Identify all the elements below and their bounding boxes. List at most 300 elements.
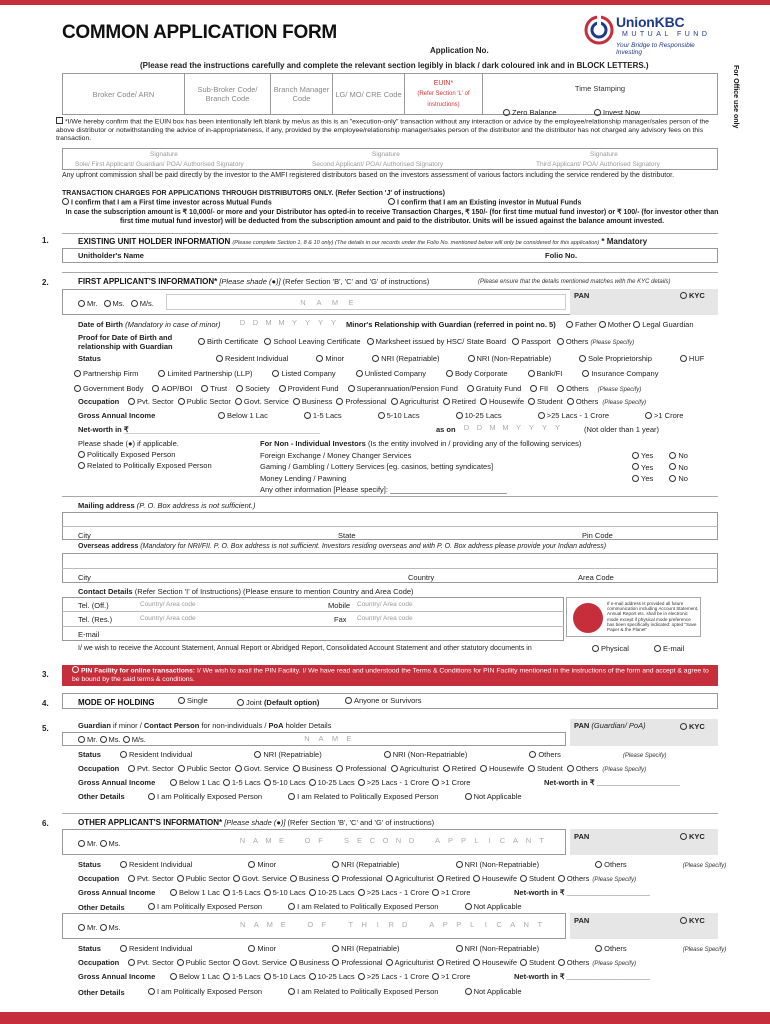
broker-code-cell[interactable]: Broker Code/ ARN xyxy=(63,74,185,115)
radio-option[interactable] xyxy=(332,874,382,883)
letter-cell[interactable]: M xyxy=(265,318,272,327)
radio-option[interactable] xyxy=(218,411,268,420)
radio-button[interactable] xyxy=(443,765,450,772)
radio-button[interactable] xyxy=(558,875,565,882)
radio-button[interactable] xyxy=(332,875,339,882)
radio-button[interactable] xyxy=(582,370,589,377)
radio-button[interactable] xyxy=(348,385,355,392)
status-row-3[interactable] xyxy=(74,384,718,393)
radio-option[interactable] xyxy=(158,369,252,378)
yes-no-row[interactable] xyxy=(632,450,688,462)
net-worth-input[interactable]: _______________________________________________ xyxy=(124,425,321,434)
radio-button[interactable] xyxy=(567,398,574,405)
radio-option[interactable] xyxy=(456,860,540,869)
fax-input[interactable]: Country/ Area code xyxy=(357,615,413,622)
sig-second[interactable]: Second Applicant/ POA/ Authorised Signatory xyxy=(312,161,444,168)
radio-option[interactable] xyxy=(567,397,599,406)
invest-now-option[interactable]: Invest Now xyxy=(594,108,640,117)
guardian-kyc-checkbox[interactable]: KYC xyxy=(680,722,705,731)
folio-no-input[interactable] xyxy=(585,250,715,261)
letter-cell[interactable]: M xyxy=(265,836,272,845)
radio-button[interactable] xyxy=(356,370,363,377)
second-occupation-row[interactable] xyxy=(128,874,718,883)
third-status-options[interactable] xyxy=(120,944,726,953)
radio-button[interactable] xyxy=(336,765,343,772)
letter-cell[interactable]: Y xyxy=(291,318,297,327)
radio-button[interactable] xyxy=(473,959,480,966)
radio-option[interactable] xyxy=(386,958,434,967)
radio-option[interactable] xyxy=(557,384,589,393)
radio-button[interactable] xyxy=(528,370,535,377)
radio-button[interactable] xyxy=(456,412,463,419)
third-occupation-row[interactable] xyxy=(128,958,718,967)
third-applicant-name-input[interactable] xyxy=(236,920,547,929)
letter-cell[interactable]: M xyxy=(331,734,339,743)
guardian-relationship-options[interactable]: Father Mother Legal Guardian xyxy=(566,320,694,329)
third-applicant-title[interactable]: Mr. Ms. xyxy=(78,923,121,932)
letter-cell[interactable] xyxy=(327,836,340,845)
radio-button[interactable] xyxy=(293,765,300,772)
radio-option[interactable] xyxy=(391,397,439,406)
non-individual-yes-no[interactable] xyxy=(632,450,688,485)
radio-button[interactable] xyxy=(443,398,450,405)
tel-res-input[interactable]: Country/ Area code xyxy=(140,615,196,622)
radio-option[interactable] xyxy=(332,944,399,953)
letter-cell[interactable]: M xyxy=(266,920,273,929)
radio-option[interactable] xyxy=(233,874,287,883)
radio-option[interactable] xyxy=(128,874,174,883)
radio-option[interactable] xyxy=(309,972,355,981)
letter-cell[interactable]: M xyxy=(278,318,285,327)
radio-option[interactable] xyxy=(279,384,339,393)
letter-cell[interactable]: D xyxy=(252,318,259,327)
radio-button[interactable] xyxy=(170,973,177,980)
radio-button[interactable] xyxy=(446,370,453,377)
radio-option[interactable] xyxy=(378,411,420,420)
radio-option[interactable] xyxy=(201,384,227,393)
radio-button[interactable] xyxy=(201,385,208,392)
radio-option[interactable] xyxy=(120,944,192,953)
letter-cell[interactable]: P xyxy=(447,836,453,845)
letter-cell[interactable]: M xyxy=(489,423,496,432)
letter-cell[interactable] xyxy=(331,920,345,929)
joint-option[interactable]: Joint (Default option) xyxy=(237,698,319,707)
tel-off-input[interactable]: Country/ Area code xyxy=(140,601,196,608)
dob-input[interactable] xyxy=(236,318,340,327)
radio-option[interactable] xyxy=(128,397,174,406)
income-row[interactable] xyxy=(218,411,718,420)
letter-cell[interactable]: S xyxy=(343,836,349,845)
radio-option[interactable] xyxy=(358,778,429,787)
radio-button[interactable] xyxy=(437,875,444,882)
radio-button[interactable] xyxy=(567,765,574,772)
radio-option[interactable] xyxy=(264,972,306,981)
letter-cell[interactable]: T xyxy=(348,920,354,929)
letter-cell[interactable]: C xyxy=(369,836,376,845)
radio-option[interactable] xyxy=(120,750,192,759)
radio-button[interactable] xyxy=(223,779,230,786)
anyone-survivors-option[interactable]: Anyone or Survivors xyxy=(345,696,422,705)
zero-balance-option[interactable]: Zero Balance xyxy=(503,108,557,117)
letter-cell[interactable]: A xyxy=(512,836,518,845)
letter-cell[interactable]: Y xyxy=(304,318,310,327)
radio-button[interactable] xyxy=(128,875,135,882)
radio-option[interactable] xyxy=(235,764,289,773)
no-radio[interactable] xyxy=(669,475,676,482)
radio-option[interactable] xyxy=(74,369,138,378)
radio-option[interactable] xyxy=(530,384,548,393)
letter-cell[interactable]: M xyxy=(502,423,509,432)
radio-button[interactable] xyxy=(170,779,177,786)
lg-mo-cre-cell[interactable]: LG/ MO/ CRE Code xyxy=(333,74,405,115)
radio-button[interactable] xyxy=(372,355,379,362)
radio-button[interactable] xyxy=(468,355,475,362)
radio-button[interactable] xyxy=(293,398,300,405)
radio-button[interactable] xyxy=(216,355,223,362)
letter-cell[interactable]: M xyxy=(331,297,339,307)
radio-option[interactable] xyxy=(170,888,220,897)
second-status-options[interactable] xyxy=(120,860,726,869)
radio-button[interactable] xyxy=(218,412,225,419)
radio-button[interactable] xyxy=(595,861,602,868)
radio-option[interactable] xyxy=(645,411,683,420)
radio-button[interactable] xyxy=(680,355,687,362)
radio-button[interactable] xyxy=(264,779,271,786)
letter-cell[interactable]: Y xyxy=(515,423,521,432)
radio-option[interactable] xyxy=(432,778,470,787)
letter-cell[interactable]: E xyxy=(348,297,354,307)
letter-cell[interactable] xyxy=(418,836,431,845)
letter-cell[interactable] xyxy=(290,920,304,929)
letter-cell[interactable]: Y xyxy=(528,423,534,432)
occupation-row[interactable] xyxy=(128,397,718,406)
physical-option[interactable]: Physical xyxy=(592,644,629,653)
radio-button[interactable] xyxy=(386,875,393,882)
letter-cell[interactable]: O xyxy=(382,836,389,845)
radio-button[interactable] xyxy=(177,959,184,966)
radio-option[interactable] xyxy=(432,888,470,897)
letter-cell[interactable]: A xyxy=(318,734,324,743)
radio-button[interactable] xyxy=(279,385,286,392)
radio-button[interactable] xyxy=(529,751,536,758)
pin-facility-checkbox[interactable] xyxy=(72,666,79,673)
radio-button[interactable] xyxy=(432,973,439,980)
radio-button[interactable] xyxy=(74,370,81,377)
first-time-investor-option[interactable]: I confirm that I am a First time investor across Mutual Funds xyxy=(62,199,272,206)
letter-cell[interactable]: T xyxy=(539,836,544,845)
letter-cell[interactable]: N xyxy=(240,920,246,929)
radio-option[interactable] xyxy=(480,764,524,773)
first-applicant-name-input[interactable] xyxy=(166,294,566,310)
radio-option[interactable] xyxy=(272,369,335,378)
letter-cell[interactable]: T xyxy=(537,920,543,929)
radio-option[interactable] xyxy=(520,874,555,883)
yes-radio[interactable] xyxy=(632,463,639,470)
letter-cell[interactable]: C xyxy=(499,836,506,845)
letter-cell[interactable]: Y xyxy=(554,423,560,432)
unitholder-name-input[interactable] xyxy=(170,250,540,261)
radio-button[interactable] xyxy=(645,412,652,419)
yes-no-row[interactable] xyxy=(632,462,688,474)
radio-option[interactable] xyxy=(264,888,306,897)
radio-button[interactable] xyxy=(386,959,393,966)
letter-cell[interactable]: E xyxy=(278,836,284,845)
radio-option[interactable] xyxy=(233,958,287,967)
radio-option[interactable] xyxy=(309,888,355,897)
letter-cell[interactable]: I xyxy=(488,836,491,845)
radio-option[interactable] xyxy=(529,750,561,759)
radio-option[interactable] xyxy=(248,860,276,869)
letter-cell[interactable]: H xyxy=(361,920,367,929)
radio-button[interactable] xyxy=(309,973,316,980)
radio-button[interactable] xyxy=(391,765,398,772)
branch-manager-cell[interactable]: Branch Manager Code xyxy=(271,74,333,115)
radio-button[interactable] xyxy=(290,959,297,966)
third-income-row[interactable] xyxy=(170,972,473,981)
radio-button[interactable] xyxy=(223,889,230,896)
radio-option[interactable] xyxy=(348,384,458,393)
radio-button[interactable] xyxy=(120,861,127,868)
radio-button[interactable] xyxy=(437,959,444,966)
letter-cell[interactable]: N xyxy=(239,836,246,845)
letter-cell[interactable]: Y xyxy=(317,318,323,327)
radio-option[interactable] xyxy=(680,354,704,363)
radio-option[interactable] xyxy=(432,972,470,981)
letter-cell[interactable] xyxy=(288,836,301,845)
radio-button[interactable] xyxy=(316,355,323,362)
radio-button[interactable] xyxy=(432,889,439,896)
guardian-income-row[interactable] xyxy=(170,778,473,787)
third-net-worth[interactable]: Net-worth in ₹ ____________________ xyxy=(514,972,651,981)
radio-button[interactable] xyxy=(128,398,135,405)
radio-option[interactable] xyxy=(558,874,590,883)
radio-option[interactable] xyxy=(120,860,192,869)
radio-button[interactable] xyxy=(332,861,339,868)
radio-option[interactable] xyxy=(520,958,555,967)
sub-broker-cell[interactable]: Sub-Broker Code/ Branch Code xyxy=(185,74,271,115)
letter-cell[interactable]: D xyxy=(239,318,246,327)
radio-button[interactable] xyxy=(177,875,184,882)
letter-cell[interactable]: R xyxy=(388,920,394,929)
radio-option[interactable] xyxy=(358,972,429,981)
radio-button[interactable] xyxy=(178,398,185,405)
radio-option[interactable] xyxy=(480,397,524,406)
radio-button[interactable] xyxy=(456,945,463,952)
radio-option[interactable] xyxy=(372,354,439,363)
email-input[interactable] xyxy=(120,628,560,639)
letter-cell[interactable]: L xyxy=(470,920,475,929)
status-row-1[interactable] xyxy=(216,354,718,363)
radio-option[interactable] xyxy=(223,778,261,787)
radio-button[interactable] xyxy=(74,385,81,392)
radio-button[interactable] xyxy=(120,751,127,758)
radio-option[interactable] xyxy=(309,778,355,787)
radio-option[interactable] xyxy=(391,764,439,773)
radio-option[interactable] xyxy=(558,958,590,967)
radio-button[interactable] xyxy=(528,398,535,405)
radio-button[interactable] xyxy=(336,398,343,405)
radio-option[interactable] xyxy=(332,860,399,869)
as-on-date-input[interactable] xyxy=(460,423,564,432)
radio-button[interactable] xyxy=(254,751,261,758)
radio-button[interactable] xyxy=(358,779,365,786)
existing-investor-option[interactable]: I confirm that I am an Existing investor in Mutual Funds xyxy=(388,199,581,206)
pep-option[interactable]: Politically Exposed Person xyxy=(78,449,212,460)
letter-cell[interactable]: D xyxy=(476,423,483,432)
radio-option[interactable] xyxy=(264,778,306,787)
radio-option[interactable] xyxy=(74,384,143,393)
radio-button[interactable] xyxy=(557,385,564,392)
radio-option[interactable] xyxy=(332,958,382,967)
radio-option[interactable] xyxy=(473,874,517,883)
radio-option[interactable] xyxy=(579,354,652,363)
radio-option[interactable] xyxy=(528,369,563,378)
letter-cell[interactable]: D xyxy=(408,836,415,845)
radio-option[interactable] xyxy=(443,397,476,406)
guardian-net-worth[interactable]: Net-worth in ₹ ____________________ xyxy=(544,778,681,787)
second-applicant-name-input[interactable] xyxy=(236,836,548,845)
time-stamping-cell[interactable]: Time Stamping xyxy=(483,74,718,115)
radio-button[interactable] xyxy=(579,355,586,362)
guardian-title-options[interactable]: Mr. Ms. M/s. xyxy=(78,735,146,744)
letter-cell[interactable]: P xyxy=(456,920,462,929)
radio-option[interactable] xyxy=(223,888,261,897)
radio-button[interactable] xyxy=(304,412,311,419)
sig-third[interactable]: Third Applicant/ POA/ Authorised Signatory xyxy=(536,161,660,168)
letter-cell[interactable]: C xyxy=(496,920,502,929)
radio-option[interactable] xyxy=(356,369,426,378)
letter-cell[interactable]: D xyxy=(402,920,408,929)
radio-option[interactable] xyxy=(446,369,508,378)
radio-button[interactable] xyxy=(152,385,159,392)
radio-button[interactable] xyxy=(456,861,463,868)
radio-option[interactable] xyxy=(437,874,470,883)
radio-option[interactable] xyxy=(170,778,220,787)
letter-cell[interactable]: Y xyxy=(541,423,547,432)
radio-option[interactable] xyxy=(170,972,220,981)
letter-cell[interactable]: E xyxy=(346,734,352,743)
letter-cell[interactable]: N xyxy=(300,297,306,307)
radio-button[interactable] xyxy=(233,959,240,966)
radio-option[interactable] xyxy=(128,958,174,967)
letter-cell[interactable]: O xyxy=(304,836,311,845)
radio-option[interactable] xyxy=(528,397,563,406)
second-net-worth[interactable]: Net-worth in ₹ ____________________ xyxy=(514,888,651,897)
radio-button[interactable] xyxy=(309,779,316,786)
third-kyc-checkbox[interactable]: KYC xyxy=(680,916,705,925)
radio-option[interactable] xyxy=(468,354,552,363)
guardian-pep-options[interactable]: I am Politically Exposed Person I am Related to Politically Exposed Person Not Applicable xyxy=(148,792,522,801)
letter-cell[interactable]: A xyxy=(316,297,322,307)
radio-button[interactable] xyxy=(178,765,185,772)
no-radio[interactable] xyxy=(669,463,676,470)
radio-button[interactable] xyxy=(170,889,177,896)
radio-option[interactable] xyxy=(216,354,288,363)
letter-cell[interactable]: A xyxy=(252,836,258,845)
radio-option[interactable] xyxy=(443,764,476,773)
no-radio[interactable] xyxy=(669,452,676,459)
radio-button[interactable] xyxy=(538,412,545,419)
second-applicant-title[interactable]: Mr. Ms. xyxy=(78,839,121,848)
letter-cell[interactable]: A xyxy=(510,920,516,929)
letter-cell[interactable]: N xyxy=(523,920,529,929)
proof-dob-options[interactable]: Birth Certificate School Leaving Certificate Marksheet issued by HSC/ State Board Passport Others (Please Specify) xyxy=(198,337,634,346)
radio-button[interactable] xyxy=(332,959,339,966)
radio-option[interactable] xyxy=(595,944,627,953)
radio-option[interactable] xyxy=(254,750,321,759)
radio-button[interactable] xyxy=(264,973,271,980)
letter-cell[interactable]: A xyxy=(429,920,435,929)
letter-cell[interactable]: E xyxy=(356,836,362,845)
radio-option[interactable] xyxy=(223,972,261,981)
second-kyc-checkbox[interactable]: KYC xyxy=(680,832,705,841)
letter-cell[interactable]: P xyxy=(460,836,466,845)
status-row-2[interactable] xyxy=(74,369,718,378)
radio-button[interactable] xyxy=(391,398,398,405)
radio-option[interactable] xyxy=(538,411,609,420)
radio-option[interactable] xyxy=(336,764,386,773)
letter-cell[interactable]: E xyxy=(280,920,286,929)
radio-button[interactable] xyxy=(520,875,527,882)
radio-option[interactable] xyxy=(386,874,434,883)
guardian-name-input[interactable] xyxy=(300,734,356,743)
radio-option[interactable] xyxy=(456,944,540,953)
third-pep-options[interactable]: I am Politically Exposed Person I am Related to Politically Exposed Person Not Applicable xyxy=(148,987,522,996)
letter-cell[interactable]: P xyxy=(442,920,448,929)
radio-option[interactable] xyxy=(128,764,174,773)
radio-button[interactable] xyxy=(595,945,602,952)
radio-button[interactable] xyxy=(248,861,255,868)
mobile-input[interactable]: Country/ Area code xyxy=(357,601,413,608)
radio-option[interactable] xyxy=(178,764,231,773)
radio-button[interactable] xyxy=(272,370,279,377)
radio-option[interactable] xyxy=(358,888,429,897)
letter-cell[interactable]: D xyxy=(463,423,470,432)
radio-option[interactable] xyxy=(316,354,344,363)
radio-button[interactable] xyxy=(233,875,240,882)
second-pep-options[interactable]: I am Politically Exposed Person I am Related to Politically Exposed Person Not Applicable xyxy=(148,902,522,911)
letter-cell[interactable]: N xyxy=(304,734,310,743)
radio-option[interactable] xyxy=(178,397,231,406)
guardian-occupation-row[interactable] xyxy=(128,764,718,773)
radio-button[interactable] xyxy=(558,959,565,966)
letter-cell[interactable]: F xyxy=(318,836,323,845)
single-option[interactable]: Single xyxy=(178,696,208,705)
radio-button[interactable] xyxy=(378,412,385,419)
radio-option[interactable] xyxy=(304,411,342,420)
radio-button[interactable] xyxy=(473,875,480,882)
radio-button[interactable] xyxy=(264,889,271,896)
yes-radio[interactable] xyxy=(632,452,639,459)
second-income-row[interactable] xyxy=(170,888,473,897)
letter-cell[interactable] xyxy=(412,920,426,929)
letter-cell[interactable]: A xyxy=(434,836,440,845)
radio-option[interactable] xyxy=(293,397,332,406)
sig-sole[interactable]: Sole/ First Applicant/ Guardian/ POA/ Authorised Signatory xyxy=(75,161,244,168)
radio-option[interactable] xyxy=(235,397,289,406)
radio-option[interactable] xyxy=(152,384,192,393)
radio-option[interactable] xyxy=(456,411,502,420)
radio-option[interactable] xyxy=(582,369,658,378)
radio-button[interactable] xyxy=(290,875,297,882)
radio-button[interactable] xyxy=(332,945,339,952)
radio-button[interactable] xyxy=(520,959,527,966)
radio-button[interactable] xyxy=(528,765,535,772)
radio-option[interactable] xyxy=(177,874,230,883)
radio-option[interactable] xyxy=(567,764,599,773)
radio-option[interactable] xyxy=(595,860,627,869)
radio-option[interactable] xyxy=(290,958,329,967)
